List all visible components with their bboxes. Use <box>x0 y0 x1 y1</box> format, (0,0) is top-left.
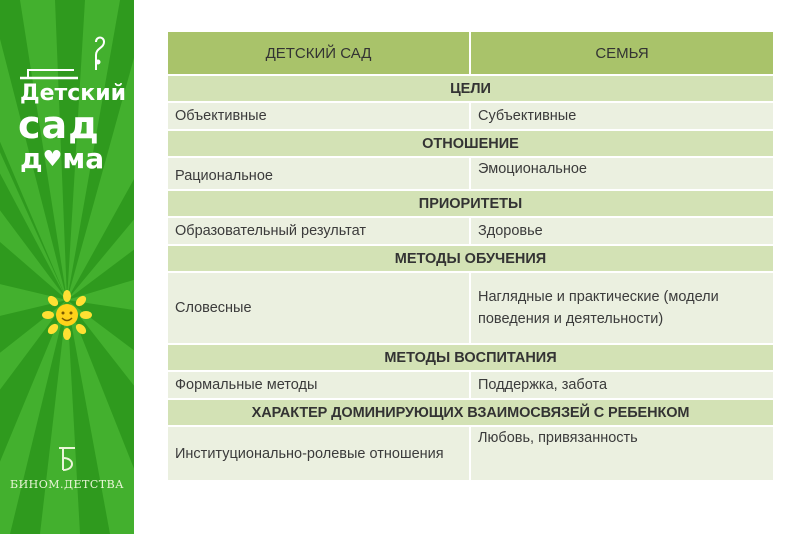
section-row <box>167 75 774 102</box>
section-row <box>167 130 774 157</box>
table-row <box>167 217 774 245</box>
kindergarten-cell: Рациональное <box>167 157 470 190</box>
section-title: МЕТОДЫ ВОСПИТАНИЯ <box>167 344 774 371</box>
table-row <box>167 102 774 130</box>
family-cell: Здоровье <box>470 217 774 245</box>
section-row <box>167 245 774 272</box>
section-title: МЕТОДЫ ОБУЧЕНИЯ <box>167 245 774 272</box>
family-cell: Субъективные <box>470 102 774 130</box>
binom-emblem-icon <box>55 444 79 474</box>
table-row <box>167 157 774 190</box>
comparison-table <box>166 30 775 482</box>
sidebar-brand-panel <box>0 0 134 534</box>
section-row <box>167 344 774 371</box>
family-cell: Любовь, привязанность <box>470 426 774 481</box>
kindergarten-cell: Институционально-ролевые отношения <box>167 426 470 481</box>
table-row <box>167 371 774 399</box>
section-title: ПРИОРИТЕТЫ <box>167 190 774 217</box>
heart-icon: ♥ <box>42 147 63 172</box>
kindergarten-cell: Словесные <box>167 272 470 344</box>
sun-icon <box>42 290 92 340</box>
table-row <box>167 426 774 481</box>
logo-line-3-start: д <box>20 142 43 175</box>
section-title: ЦЕЛИ <box>167 75 774 102</box>
section-row <box>167 399 774 426</box>
family-cell: Поддержка, забота <box>470 371 774 399</box>
kindergarten-cell: Формальные методы <box>167 371 470 399</box>
header-family: СЕМЬЯ <box>470 31 774 75</box>
header-kindergarten: ДЕТСКИЙ САД <box>167 31 470 75</box>
logo-line-3 <box>20 144 130 175</box>
publisher-name: БИНОМ.ДЕТСТВА <box>9 478 125 491</box>
logo-line-3-end: ма <box>62 142 105 175</box>
logo-line-1: Детский <box>20 81 127 106</box>
family-cell: Эмоциональное <box>470 157 774 190</box>
kindergarten-cell: Объективные <box>167 102 470 130</box>
section-title: ХАРАКТЕР ДОМИНИРУЮЩИХ ВЗАИМОСВЯЗЕЙ С РЕБЕНКОМ <box>167 399 774 426</box>
kindergarten-cell: Образовательный результат <box>167 217 470 245</box>
kindergarten-logo <box>8 40 130 175</box>
family-cell: Наглядные и практические (модели поведения и деятельности) <box>470 272 774 344</box>
table-row <box>167 272 774 344</box>
section-title: ОТНОШЕНИЕ <box>167 130 774 157</box>
section-row <box>167 190 774 217</box>
table-header-row <box>167 31 774 75</box>
logo-line-2: сад <box>18 103 100 147</box>
